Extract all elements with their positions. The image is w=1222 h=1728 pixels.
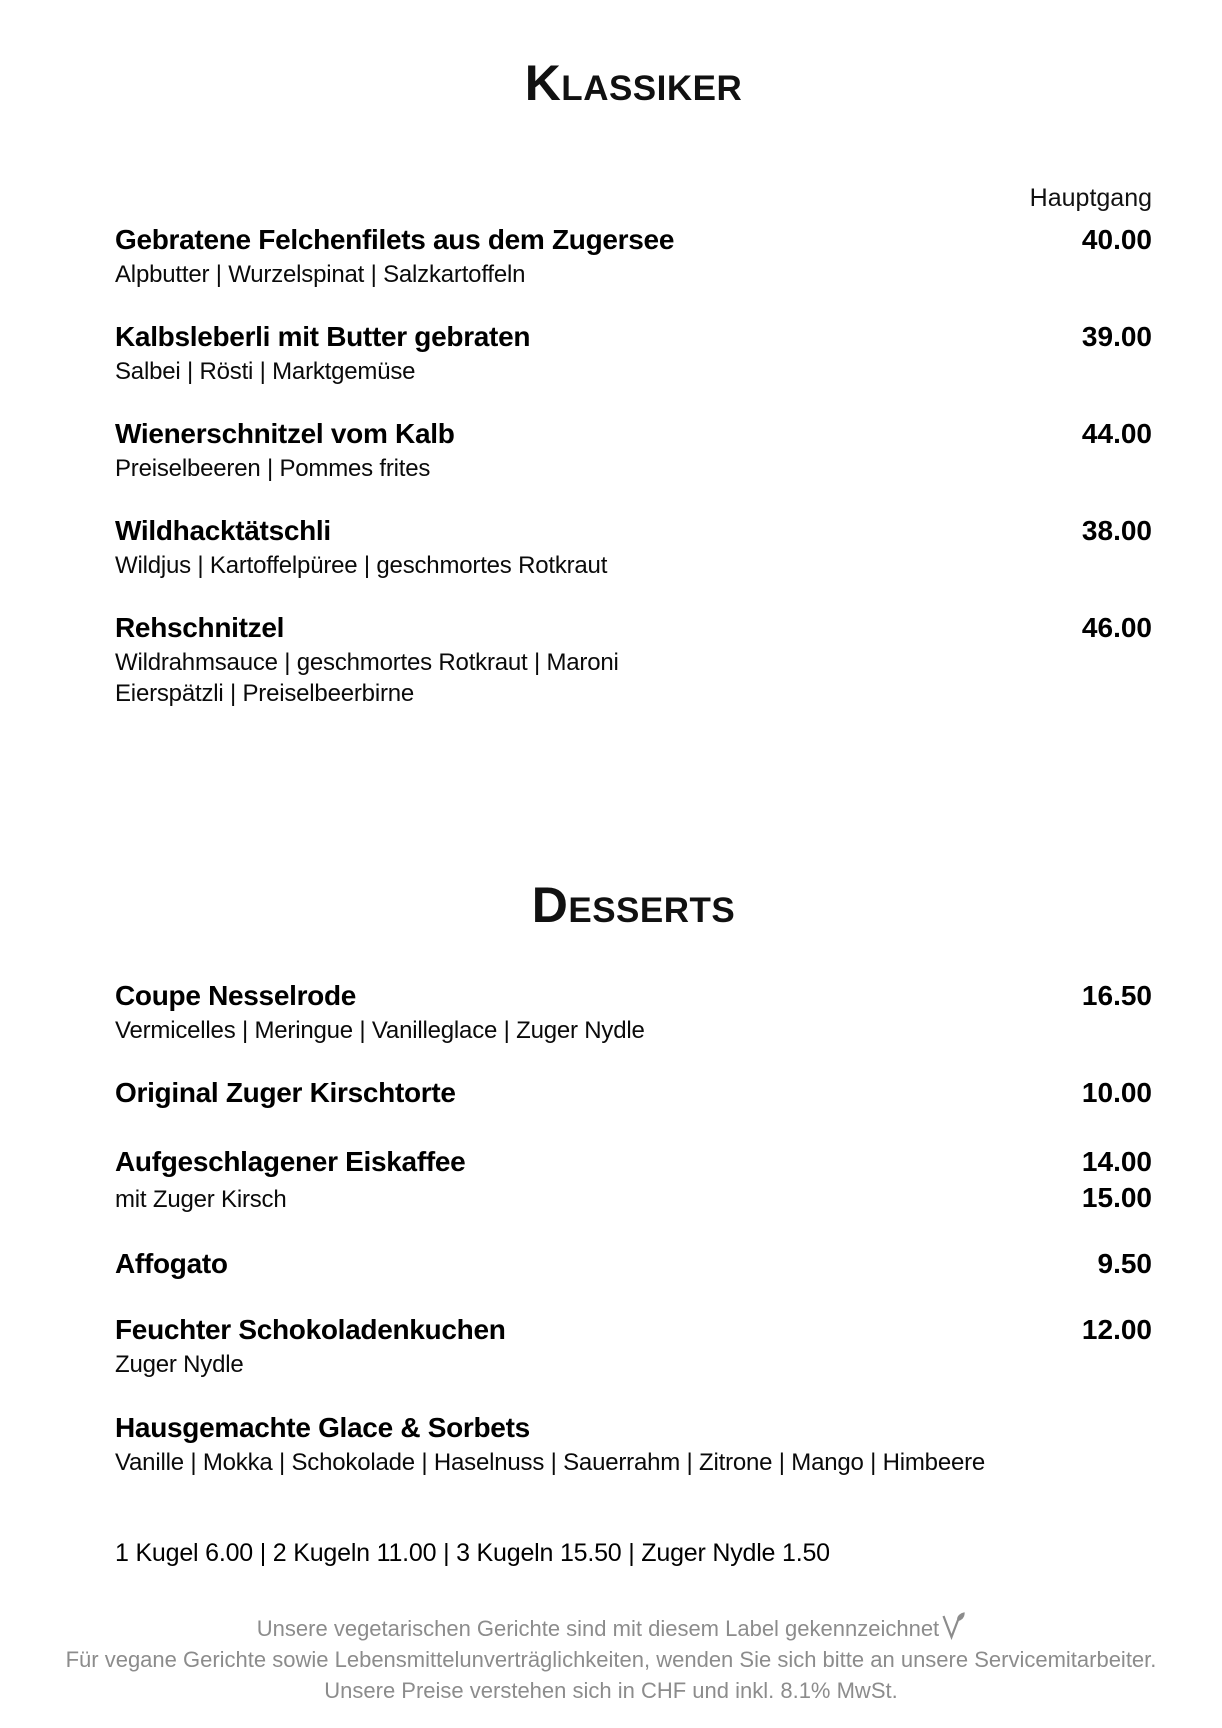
item-name: Kalbsleberli mit Butter gebraten <box>115 321 531 352</box>
menu-item-eiskaffee <box>115 1143 1152 1215</box>
item-name: Aufgeschlagener Eiskaffee <box>115 1146 466 1177</box>
item-price: 39.00 <box>1081 321 1152 352</box>
item-price: 46.00 <box>1081 612 1152 643</box>
item-description: Wildjus | Kartoffelpüree | geschmortes Rotkraut <box>115 552 608 579</box>
item-name: Wildhacktätschli <box>115 515 331 546</box>
item-name: Wienerschnitzel vom Kalb <box>115 418 455 449</box>
item-price: 14.00 <box>1081 1146 1152 1177</box>
menu-footer <box>0 1612 1222 1706</box>
item-description: Vanille | Mokka | Schokolade | Haselnuss | Sauerrahm | Zitrone | Mango | Himbeere <box>115 1449 986 1476</box>
menu-item-glace-sorbets <box>115 1409 1152 1478</box>
price-column-label: Hauptgang <box>1029 184 1152 212</box>
footer-price-note: Unsere Preise verstehen sich in CHF und inkl. 8.1% MwSt. <box>324 1678 898 1703</box>
section-title-klassiker: Klassiker <box>524 55 743 111</box>
item-price: 9.50 <box>1097 1248 1152 1279</box>
item-price: 38.00 <box>1081 515 1152 546</box>
item-price-variant: 15.00 <box>1081 1182 1152 1213</box>
item-price: 44.00 <box>1081 418 1152 449</box>
item-description: mit Zuger Kirsch <box>115 1186 287 1213</box>
menu-item-felchenfilets <box>115 221 1152 290</box>
item-name: Gebratene Felchenfilets aus dem Zugersee <box>115 224 675 255</box>
item-name: Affogato <box>115 1248 228 1279</box>
footer-vegetarian-text: Unsere vegetarischen Gerichte sind mit diesem Label gekennzeichnet <box>256 1616 940 1641</box>
menu-item-schokoladenkuchen <box>115 1311 1152 1380</box>
item-price: 40.00 <box>1081 224 1152 255</box>
item-description: Salbei | Rösti | Marktgemüse <box>115 358 416 385</box>
scoop-price-note: 1 Kugel 6.00 | 2 Kugeln 11.00 | 3 Kugeln 15.50 | Zuger Nydle 1.50 <box>115 1539 830 1567</box>
item-description: Preiselbeeren | Pommes frites <box>115 455 431 482</box>
item-name: Coupe Nesselrode <box>115 980 357 1011</box>
item-name: Hausgemachte Glace & Sorbets <box>115 1412 530 1443</box>
menu-item-coupe-nesselrode <box>115 977 1152 1046</box>
item-name: Original Zuger Kirschtorte <box>115 1077 456 1108</box>
item-name: Rehschnitzel <box>115 612 285 643</box>
footer-vegetarian-note <box>0 1612 1222 1644</box>
item-price: 10.00 <box>1081 1077 1152 1108</box>
item-price: 12.00 <box>1081 1314 1152 1345</box>
footer-vegan-note: Für vegane Gerichte sowie Lebensmittelunverträglichkeiten, wenden Sie sich bitte an unsere Servicemitarbeiter. <box>65 1647 1157 1672</box>
item-description: Zuger Nydle <box>115 1351 244 1378</box>
menu-item-kalbsleberli <box>115 318 1152 387</box>
item-name: Feuchter Schokoladenkuchen <box>115 1314 506 1345</box>
item-description: Eierspätzli | Preiselbeerbirne <box>115 680 415 707</box>
menu-item-wildhacktaetschli <box>115 512 1152 581</box>
menu-item-kirschtorte <box>115 1074 1152 1112</box>
menu-item-wienerschnitzel <box>115 415 1152 484</box>
menu-item-affogato <box>115 1245 1152 1283</box>
item-description: Wildrahmsauce | geschmortes Rotkraut | Maroni <box>115 649 619 676</box>
item-description: Alpbutter | Wurzelspinat | Salzkartoffeln <box>115 261 526 288</box>
menu-item-rehschnitzel <box>115 609 1152 709</box>
item-description: Vermicelles | Meringue | Vanilleglace | Zuger Nydle <box>115 1017 645 1044</box>
section-title-desserts: Desserts <box>531 877 736 933</box>
item-price: 16.50 <box>1081 980 1152 1011</box>
vegetarian-v-leaf-icon <box>941 1612 965 1640</box>
